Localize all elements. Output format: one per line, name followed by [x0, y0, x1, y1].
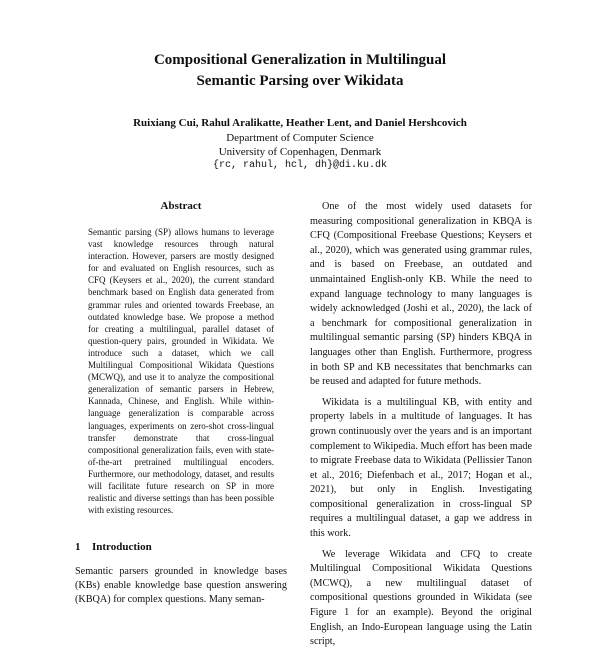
title-line-2: Semantic Parsing over Wikidata	[196, 73, 404, 89]
author-emails: {rc, rahul, hcl, dh}@di.ku.dk	[212, 160, 388, 171]
section-number: 1	[75, 541, 81, 553]
body-paragraph-2: Wikidata is a multilingual KB, with entity and property labels in a multitude of languages. It has grown continuously over the years and is an important complement to Wikipedia. Much effort has been made to migrate Freebase data to Wikidata (Pellissier Tanon et al., 2016; Diefenbach et al., 2017; Hogan et al., 2021), but only in English. Investigating compositional generalization in cross-lingual SP requires a multilingual dataset, a gap we address in this work.	[310, 396, 532, 540]
abstract-text: Semantic parsing (SP) allows humans to leverage vast knowledge resources through natural interaction. However, parsers are mostly designed for and evaluated on English resources, such as CFQ (Keysers et al., 2020), the current standard benchmark based on English data generated from grammar rules and oriented towards Freebase, an outdated knowledge base. We propose a method for creating a multilingual, parallel dataset of question-query pairs, grounded in Wikidata. We introduce such a dataset, which we call Multilingual Compositional Wikidata Questions (MCWQ), and use it to analyze the compositional generalization of semantic parsers in Hebrew, Kannada, Chinese, and English. While within-language generalization is comparable across languages, experiments on zero-shot cross-lingual transfer demonstrate that cross-lingual compositional generalization fails, even with state-of-the-art pretrained multilingual encoders. Furthermore, our methodology, dataset, and results will facilitate future research on SP in more realistic and diverse settings than has been possible with existing resources.	[88, 227, 274, 516]
right-column	[310, 200, 532, 656]
title-line-1: Compositional Generalization in Multilingual	[153, 52, 447, 68]
department: Department of Computer Science	[226, 132, 374, 144]
author-list: Ruixiang Cui, Rahul Aralikatte, Heather Lent, and Daniel Hershcovich	[133, 117, 467, 129]
body-paragraph-1: One of the most widely used datasets for measuring compositional generalization in KBQA is CFQ (Compositional Freebase Questions; Keysers et al., 2020), which was generated using grammar rules, and is based on Freebase, an outdated and unmaintained English-only KB. While the need to expand language technology to many languages is widely acknowledged (Joshi et al., 2020), the lack of a benchmark for compositional generalization in multilingual semantic parsing (SP) hinders KBQA in languages other than English. Furthermore, progress in both SP and KB necessitates that benchmarks can be reused and adapted for future methods.	[310, 201, 532, 388]
section-heading-introduction	[75, 541, 152, 553]
affiliation	[0, 131, 600, 173]
introduction-text: Semantic parsers grounded in knowledge bases (KBs) enable knowledge base question answering (KBQA) for complex questions. Many seman-	[75, 566, 287, 605]
body-paragraph-3: We leverage Wikidata and CFQ to create Multilingual Compositional Wikidata Questions (MCWQ), a new multilingual dataset of compositional questions grounded in Wikidata (see Figure 1 for an example). Beyond the original English, an Indo-European language using the Latin script,	[310, 548, 532, 648]
section-title: Introduction	[92, 541, 152, 553]
abstract-heading: Abstract	[160, 200, 202, 212]
paper-title	[0, 50, 600, 92]
left-column	[88, 200, 274, 516]
university: University of Copenhagen, Denmark	[218, 146, 382, 158]
